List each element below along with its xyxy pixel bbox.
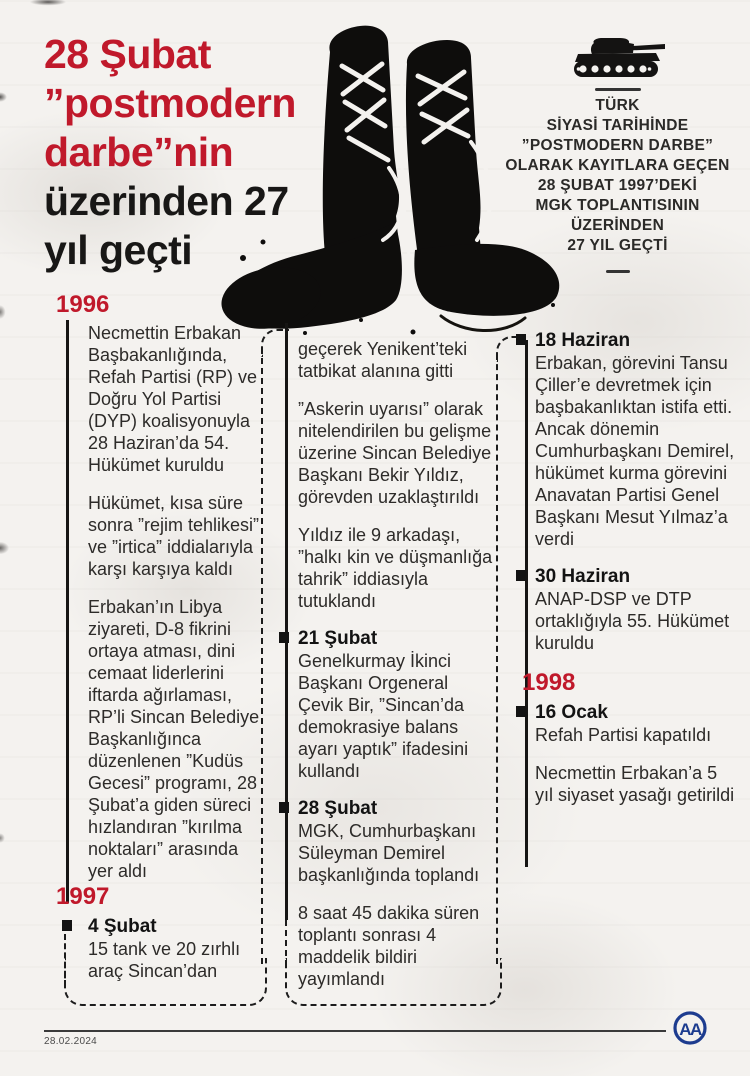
timeline-event (88, 916, 268, 982)
event-date: 18 Haziran (535, 330, 737, 352)
timeline-line (285, 323, 288, 920)
summary-line: TÜRK (595, 97, 640, 114)
publish-date: 28.02.2024 (44, 1036, 98, 1047)
summary-line: ”POSTMODERN DARBE” (521, 137, 714, 154)
event-text: MGK, Cumhurbaşkanı Süleyman Demirel başkanlığında toplandı (298, 821, 480, 885)
event-text: ANAP-DSP ve DTP ortaklığıyla 55. Hükümet kuruldu (535, 589, 730, 653)
event-text: 15 tank ve 20 zırhlı araç Sincan’dan (88, 939, 241, 981)
timeline-paragraph: Necmettin Erbakan’a 5 yıl siyaset yasağı getirildi (535, 763, 735, 805)
aa-news-agency-logo (668, 1008, 712, 1052)
title-line: ”postmodern (44, 80, 296, 126)
event-text: Refah Partisi kapatıldı (535, 725, 712, 745)
page-title (44, 30, 296, 275)
title-line: üzerinden 27 (44, 178, 289, 224)
summary-line: ÜZERİNDEN (570, 217, 665, 234)
event-bullet-icon (62, 920, 72, 931)
timeline-connector-dash (261, 348, 263, 964)
timeline-line (525, 340, 528, 867)
event-bullet-icon (516, 334, 526, 345)
event-date: 16 Ocak (535, 702, 737, 724)
summary-line: 27 YIL GEÇTİ (567, 237, 668, 254)
timeline-col1-text (88, 322, 260, 898)
timeline-paragraph: Hükümet, kısa süre sonra ”rejim tehlikesi” ve ”irtica” iddialarıyla karşı karşıya kaldı (88, 493, 260, 579)
event-date: 4 Şubat (88, 916, 268, 938)
year-label-1997: 1997 (56, 883, 110, 910)
event-bullet-icon (516, 706, 526, 717)
timeline-event (298, 628, 494, 782)
title-line: yıl geçti (44, 227, 193, 273)
event-bullet-icon (279, 802, 289, 813)
timeline-paragraph: geçerek Yenikent’teki tatbikat alanına gitti (298, 339, 468, 381)
timeline-paragraph: ”Askerin uyarısı” olarak nitelendirilen bu gelişme üzerine Sincan Belediye Başkanı Bekir Yıldız, görevden uzaklaştırıldı (298, 399, 492, 507)
timeline-line (66, 320, 69, 903)
event-bullet-icon (516, 570, 526, 581)
timeline-col2-text (298, 338, 494, 1006)
event-text: Genelkurmay İkinci Başkanı Orgeneral Çevik Bir, ”Sincan’da demokrasiye balans ayarı yaptık” ifadesini kullandı (298, 651, 469, 781)
summary-line: MGK TOPLANTISININ (535, 197, 700, 214)
year-label-1998: 1998 (522, 669, 576, 696)
title-line: darbe”nin (44, 129, 234, 175)
timeline-event (535, 566, 737, 654)
event-date: 21 Şubat (298, 628, 494, 650)
title-line: 28 Şubat (44, 31, 211, 77)
summary-text (500, 96, 735, 256)
event-date: 28 Şubat (298, 798, 494, 820)
summary-block (500, 36, 735, 273)
svg-text:AA: AA (679, 1020, 701, 1039)
summary-line: OLARAK KAYITLARA GEÇEN (505, 157, 730, 174)
summary-line: 28 ŞUBAT 1997’DEKİ (537, 177, 698, 194)
footer-rule (44, 1030, 666, 1032)
timeline-event (535, 330, 737, 550)
year-label-1996: 1996 (56, 291, 110, 318)
timeline-event (298, 798, 494, 886)
timeline-paragraph: Necmettin Erbakan Başbakanlığında, Refah Partisi (RP) ve Doğru Yol Partisi (DYP) koalisyonuyla 28 Haziran’da 54. Hükümet kuruldu (88, 323, 258, 475)
timeline-paragraph: 8 saat 45 dakika süren toplantı sonrası 4 maddelik bildiri yayımlandı (298, 903, 480, 989)
divider-line (606, 270, 630, 273)
timeline-paragraph: Erbakan’ın Libya ziyareti, D-8 fikrini ortaya atması, dini cemaat liderlerini iftarda ağırlaması, RP’li Sincan Belediye Başkanlığınca düzenlenen ”Kudüs Gecesi” programı, 28 Şubat’a giden süreci hızlandıran ”kırılma noktaları” arasında yer aldı (88, 597, 260, 881)
timeline-col3-text (522, 330, 737, 822)
divider-line (595, 88, 641, 91)
timeline-col1-event (88, 916, 268, 998)
event-date: 30 Haziran (535, 566, 737, 588)
timeline-paragraph: Yıldız ile 9 arkadaşı, ”halkı kin ve düşmanlığa tahrik” iddiasıyla tutuklandı (298, 525, 493, 611)
tank-icon (568, 36, 668, 82)
event-text: Erbakan, görevini Tansu Çiller’e devretmek için başbakanlıktan istifa etti. Ancak dönemin Cumhurbaşkanı Demirel, hükümet kurma görevini Anavatan Partisi Genel Başkanı Mesut Yılmaz’a verdi (535, 353, 735, 549)
event-bullet-icon (279, 632, 289, 643)
summary-line: SİYASİ TARİHİNDE (546, 117, 689, 134)
timeline-connector-dash (496, 354, 498, 964)
timeline-event (535, 702, 737, 746)
